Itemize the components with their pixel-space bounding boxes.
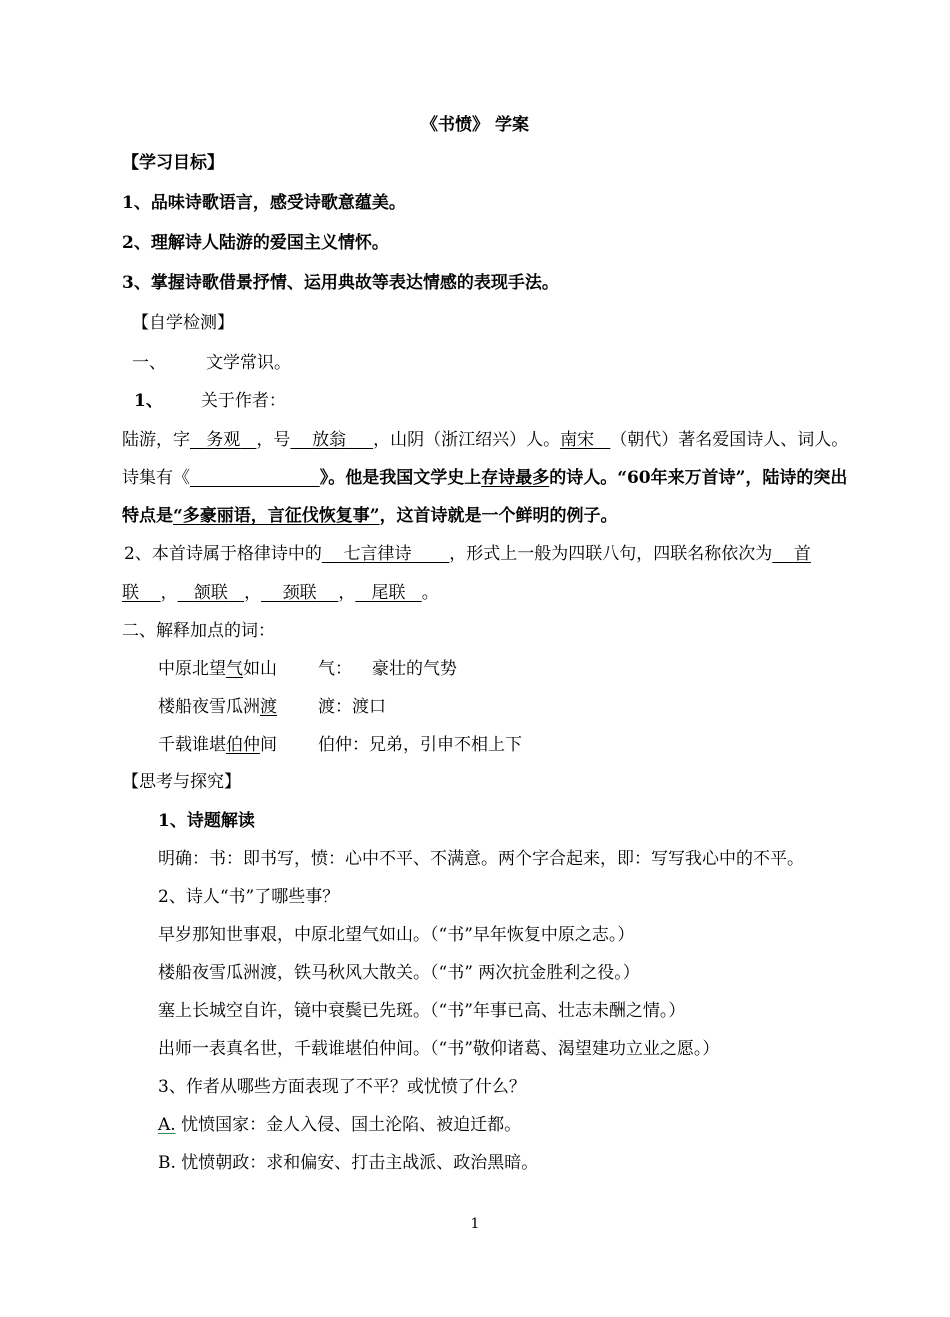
section-heading-selfcheck: 【自学检测】 [132, 313, 234, 333]
question-number: 1、 [134, 391, 163, 411]
text: ，形式上一般为四联八句，四联名称依次为 [449, 544, 773, 564]
page-number: 1 [470, 1216, 480, 1232]
section-heading-explain: 二、解释加点的词： [122, 621, 275, 641]
question-1 [132, 352, 291, 374]
word-row [158, 658, 457, 680]
word-phrase: 楼船夜雪瓜洲渡 [158, 697, 277, 717]
text: ， [244, 583, 262, 603]
text: 的诗人。“60年来万首诗”，陆诗的突出 [549, 468, 848, 488]
page-title: 《书愤》 学案 [421, 115, 529, 135]
question-2-line-1 [124, 543, 811, 565]
goal-item: 2、理解诗人陆游的爱国主义情怀。 [122, 233, 389, 253]
text: 诗集有《 [122, 468, 190, 488]
text: ，号 [256, 430, 291, 450]
answer-blank [190, 468, 320, 488]
text: ， [160, 583, 178, 603]
word-term: 气： [318, 659, 352, 679]
word-row [158, 696, 386, 718]
poem-line: 楼船夜雪瓜洲渡，铁马秋风大散关。（“书” 两次抗金胜利之役。） [158, 963, 640, 983]
author-line-2 [122, 467, 847, 489]
author-line-1 [122, 429, 848, 451]
answer-blank: 放翁 [312, 430, 347, 450]
answer-blank: 存诗最多 [481, 468, 550, 488]
word-term: 渡： [318, 697, 352, 717]
word-meaning: 兄弟，引申不相上下 [369, 735, 522, 755]
text: ，山阴（浙江绍兴）人。 [373, 430, 561, 450]
answer-blank: 首 [793, 544, 811, 564]
poem-line: 出师一表真名世，千载谁堪伯仲间。（“书”敬仰诸葛、渴望建功立业之愿。） [158, 1039, 720, 1059]
word-meaning: 渡口 [352, 697, 386, 717]
answer-blank: 颈联 [282, 583, 317, 603]
answer-blank: 尾联 [371, 583, 406, 603]
author-line-3 [122, 505, 618, 527]
text: 。 [421, 583, 439, 603]
text: 特点是 [122, 506, 173, 526]
answer-text: 忧愤国家：金人入侵、国土沦陷、被迫迁都。 [181, 1115, 522, 1135]
word-phrase: 中原北望气如山 [158, 659, 277, 679]
question-number: 一、 [132, 353, 166, 373]
word-term: 伯仲： [318, 735, 369, 755]
answer-blank: “多豪丽语，言征伐恢复事” [173, 506, 380, 526]
explore-answer-1: 明确：书：即书写，愤：心中不平、不满意。两个字合起来，即：写写我心中的不平。 [158, 849, 804, 869]
answer-b: B. 忧愤朝政：求和偏安、打击主战派、政治黑暗。 [158, 1153, 539, 1173]
answer-blank: 联 [122, 583, 139, 603]
text: 陆游，字 [122, 430, 190, 450]
text: （朝代）著名爱国诗人、词人。 [610, 430, 849, 450]
question-text: 文学常识。 [206, 353, 291, 373]
question-2-line-2 [122, 582, 439, 604]
text: 2、本首诗属于格律诗中的 [124, 544, 322, 564]
answer-blank: 七言律诗 [343, 544, 412, 564]
word-row [158, 734, 522, 756]
text: 》。他是我国文学史上 [319, 468, 482, 488]
explore-question-2: 2、诗人“书”了哪些事？ [158, 887, 340, 907]
explore-question-3: 3、作者从哪些方面表现了不平？或忧愤了什么？ [158, 1077, 526, 1097]
goal-item: 3、掌握诗歌借景抒情、运用典故等表达情感的表现手法。 [122, 273, 559, 293]
poem-line: 早岁那知世事艰，中原北望气如山。（“书”早年恢复中原之志。） [158, 925, 635, 945]
poem-line: 塞上长城空自许，镜中衰鬓已先斑。（“书”年事已高、壮志未酬之情。） [158, 1001, 686, 1021]
answer-blank: 南宋 [560, 430, 595, 450]
question-text: 关于作者： [200, 391, 286, 411]
word-phrase: 千载谁堪伯仲间 [158, 735, 277, 755]
question-1-1 [134, 390, 286, 412]
section-heading-explore: 【思考与探究】 [122, 772, 241, 792]
explore-question-1: 1、诗题解读 [158, 811, 255, 831]
answer-blank: 务观 [206, 430, 241, 450]
word-meaning: 豪壮的气势 [372, 659, 457, 679]
answer-blank: 颔联 [193, 583, 228, 603]
answer-label: A. [158, 1115, 176, 1135]
text: ，这首诗就是一个鲜明的例子。 [379, 506, 618, 526]
section-heading-goals: 【学习目标】 [122, 153, 224, 173]
text: ， [338, 583, 356, 603]
goal-item: 1、品味诗歌语言，感受诗歌意蕴美。 [122, 193, 406, 213]
answer-a [158, 1114, 521, 1136]
